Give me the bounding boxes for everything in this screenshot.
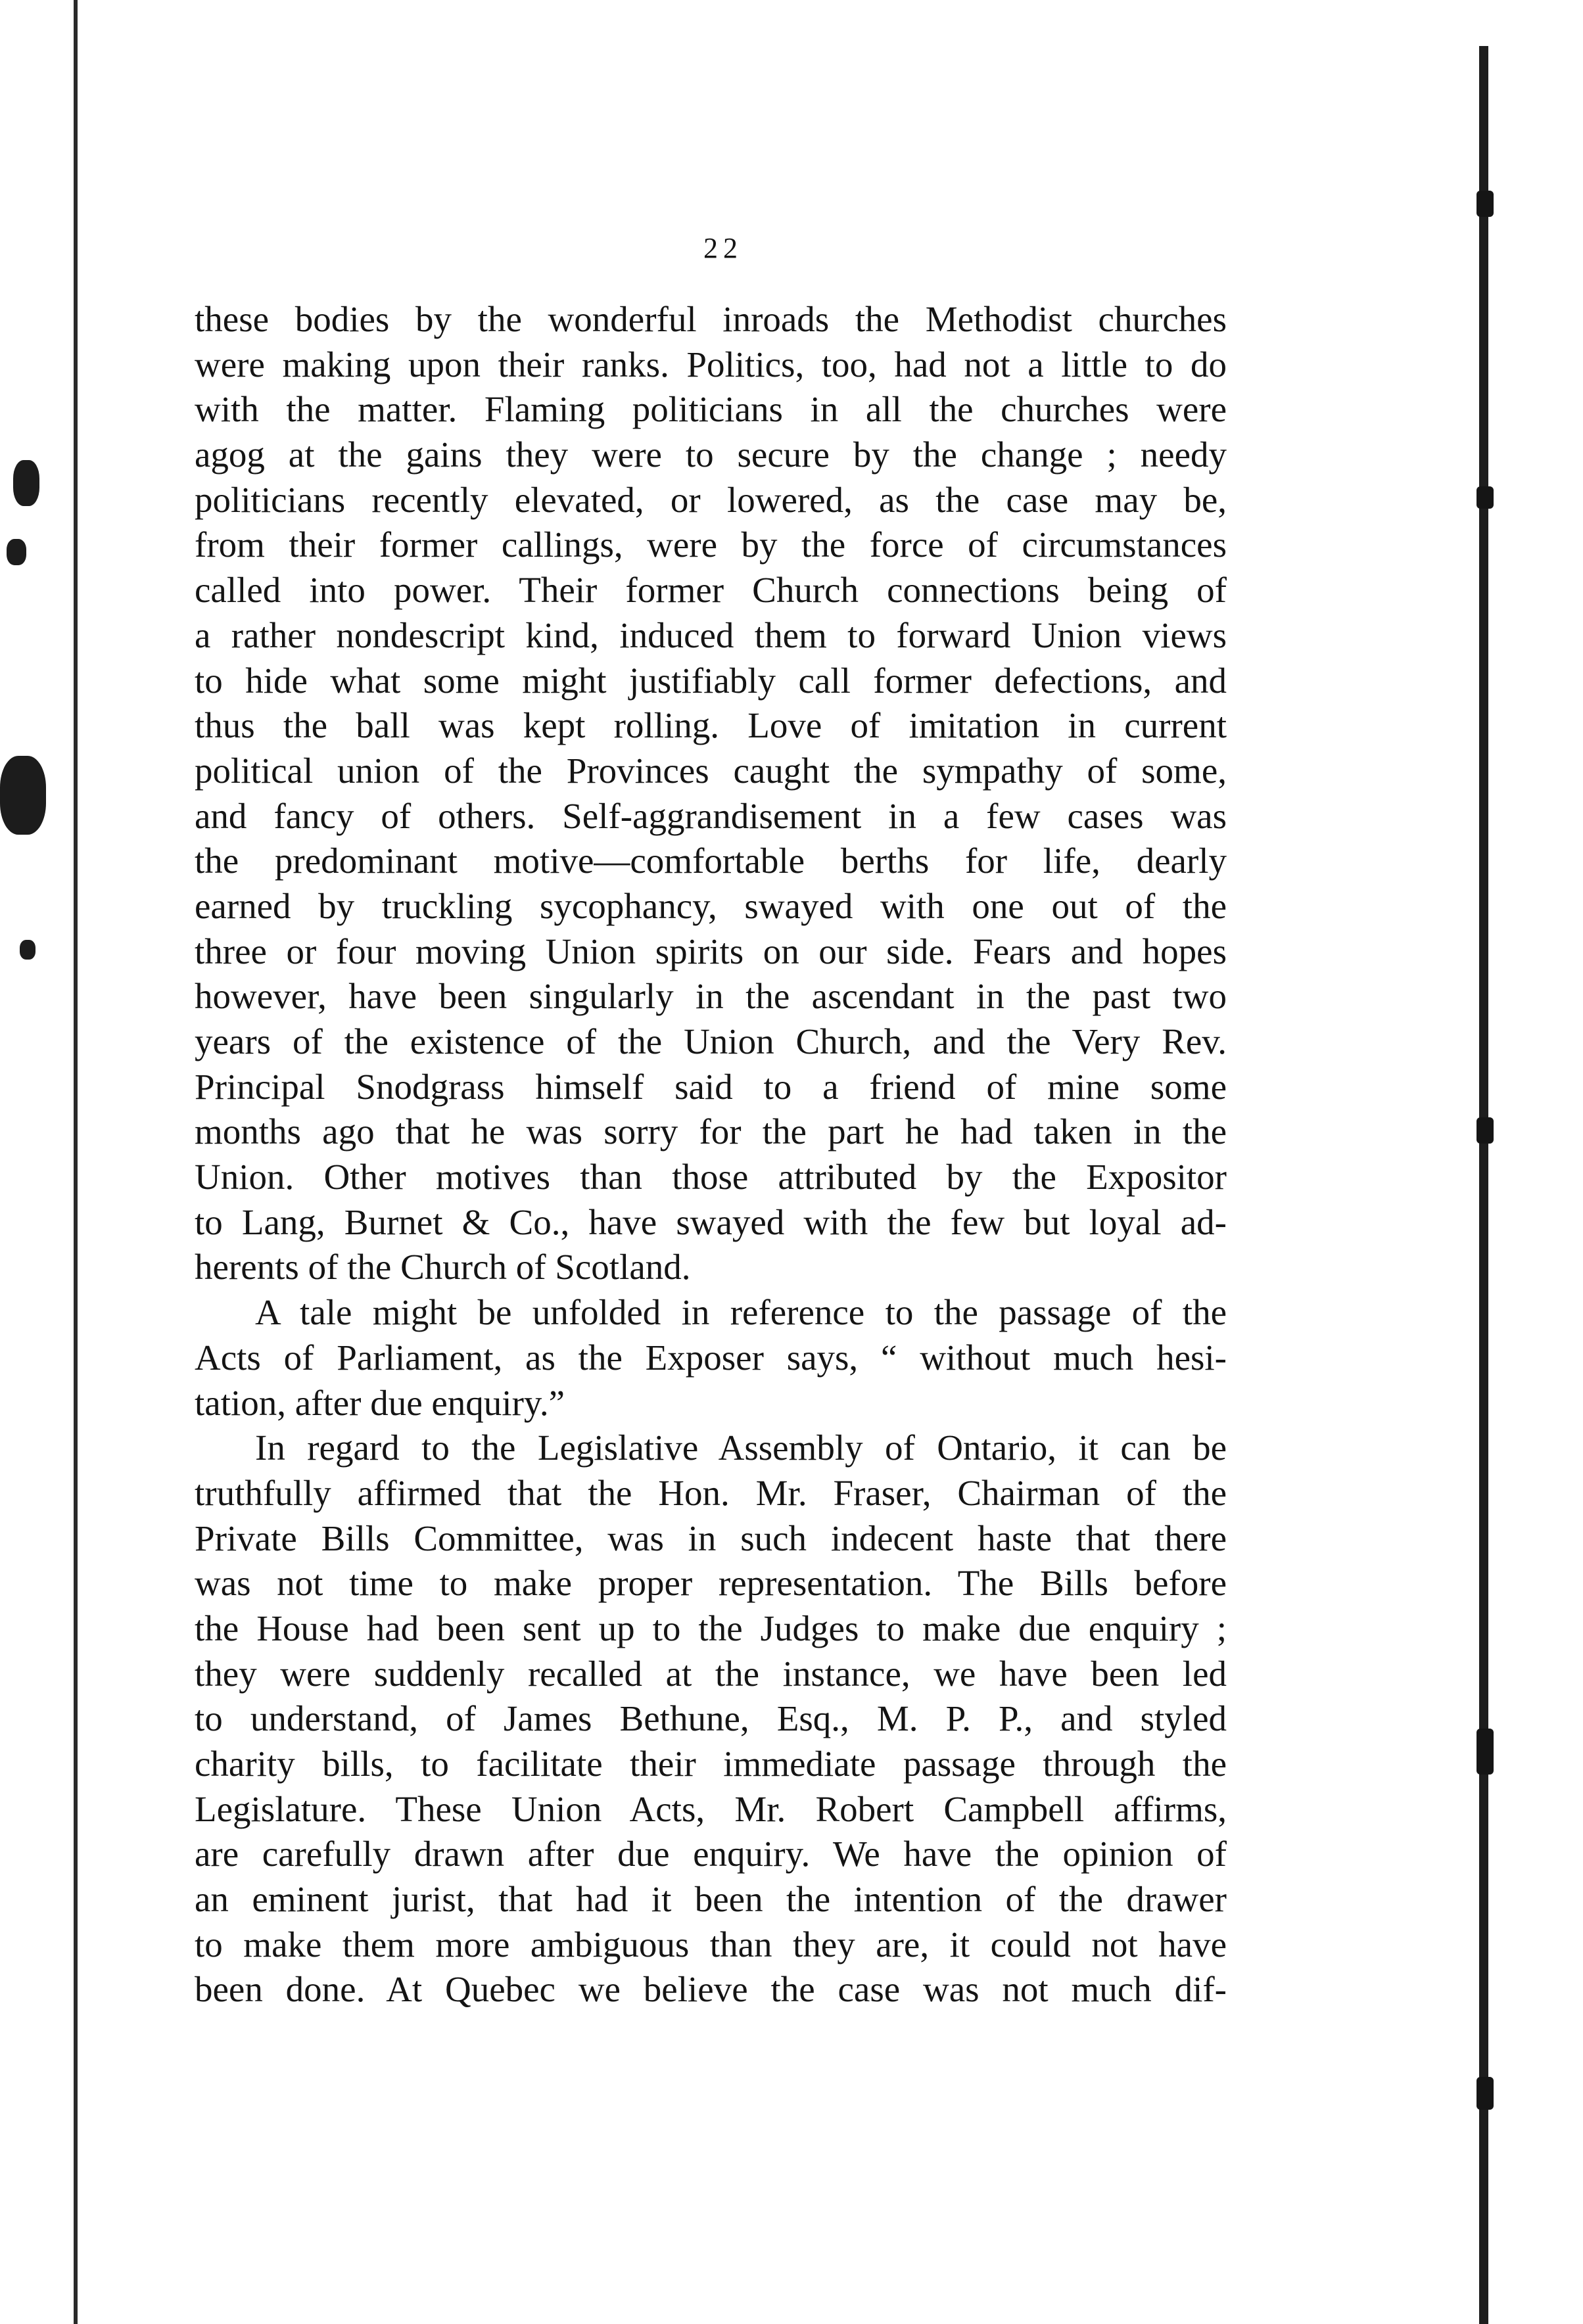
text-line: are carefully drawn after due enquiry. We have the opinion of xyxy=(195,1834,1227,1874)
scan-speck xyxy=(13,460,39,506)
text-line: were making upon their ranks. Politics, too, had not a little to do xyxy=(195,344,1227,384)
text-line: charity bills, to facilitate their immediate passage through the xyxy=(195,1744,1227,1784)
paragraph xyxy=(195,297,1227,1290)
text-line: three or four moving Union spirits on our side. Fears and hopes xyxy=(195,931,1227,971)
text-line: In regard to the Legislative Assembly of Ontario, it can be xyxy=(255,1428,1227,1468)
text-line: a rather nondescript kind, induced them to forward Union views xyxy=(195,615,1227,655)
text-line: Legislature. These Union Acts, Mr. Robert Campbell affirms, xyxy=(195,1788,1227,1829)
paragraph xyxy=(195,1426,1227,2012)
text-line: from their former callings, were by the force of circumstances xyxy=(195,524,1227,565)
scan-speck xyxy=(0,756,46,835)
text-line: truthfully affirmed that the Hon. Mr. Fraser, Chairman of the xyxy=(195,1472,1227,1513)
text-line: Principal Snodgrass himself said to a friend of mine some xyxy=(195,1066,1227,1107)
scan-speck xyxy=(20,940,35,960)
scan-left-margin xyxy=(0,0,78,2324)
text-line: herents of the Church of Scotland. xyxy=(195,1247,691,1288)
page-number: 22 xyxy=(703,232,743,264)
text-line: the House had been sent up to the Judges to make due enquiry ; xyxy=(195,1608,1227,1648)
scan-tick xyxy=(1477,1117,1494,1144)
text-line: they were suddenly recalled at the instance, we have been led xyxy=(195,1653,1227,1694)
scan-tick xyxy=(1477,191,1494,217)
text-line: the predominant motive—comfortable berths for life, dearly xyxy=(195,841,1227,881)
text-line: been done. At Quebec we believe the case was not much dif- xyxy=(195,1969,1227,2010)
scan-speck xyxy=(7,539,26,565)
text-line: with the matter. Flaming politicians in all the churches were xyxy=(195,389,1227,430)
scan-right-margin xyxy=(1488,0,1583,2324)
text-line: to Lang, Burnet & Co., have swayed with the few but loyal ad- xyxy=(195,1201,1227,1242)
text-line: however, have been singularly in the ascendant in the past two xyxy=(195,976,1227,1017)
text-line: and fancy of others. Self-aggrandisement in a few cases was xyxy=(195,795,1227,836)
scan-tick xyxy=(1477,1729,1494,1775)
scan-tick xyxy=(1477,2077,1494,2110)
text-line: months ago that he was sorry for the part he had taken in the xyxy=(195,1111,1227,1152)
text-line: was not time to make proper representation. The Bills before xyxy=(195,1563,1227,1604)
text-line: to understand, of James Bethune, Esq., M. P. P., and styled xyxy=(195,1698,1227,1739)
text-line: earned by truckling sycophancy, swayed with one out of the xyxy=(195,885,1227,926)
text-line: Private Bills Committee, was in such indecent haste that there xyxy=(195,1518,1227,1558)
text-line: to make them more ambiguous than they are, it could not have xyxy=(195,1924,1227,1964)
scan-page-fold xyxy=(1479,46,1488,2324)
text-line: agog at the gains they were to secure by the change ; needy xyxy=(195,434,1227,475)
text-line: years of the existence of the Union Church, and the Very Rev. xyxy=(195,1021,1227,1061)
text-line: to hide what some might justifiably call former defections, and xyxy=(195,660,1227,701)
text-line: Union. Other motives than those attributed by the Expositor xyxy=(195,1157,1227,1197)
text-line: Acts of Parliament, as the Exposer says, “ without much hesi- xyxy=(195,1337,1227,1378)
text-line: an eminent jurist, that had it been the intention of the drawer xyxy=(195,1879,1227,1920)
paragraph xyxy=(195,1290,1227,1426)
text-line: political union of the Provinces caught the sympathy of some, xyxy=(195,750,1227,791)
text-line: these bodies by the wonderful inroads the Methodist churches xyxy=(195,299,1227,339)
text-line: thus the ball was kept rolling. Love of imitation in current xyxy=(195,705,1227,746)
body-text xyxy=(195,297,1227,2012)
text-line: A tale might be unfolded in reference to the passage of the xyxy=(255,1292,1227,1333)
text-line: tation, after due enquiry.” xyxy=(195,1382,565,1423)
scan-tick xyxy=(1477,486,1494,509)
text-line: politicians recently elevated, or lowered, as the case may be, xyxy=(195,479,1227,520)
text-line: called into power. Their former Church connections being of xyxy=(195,570,1227,611)
